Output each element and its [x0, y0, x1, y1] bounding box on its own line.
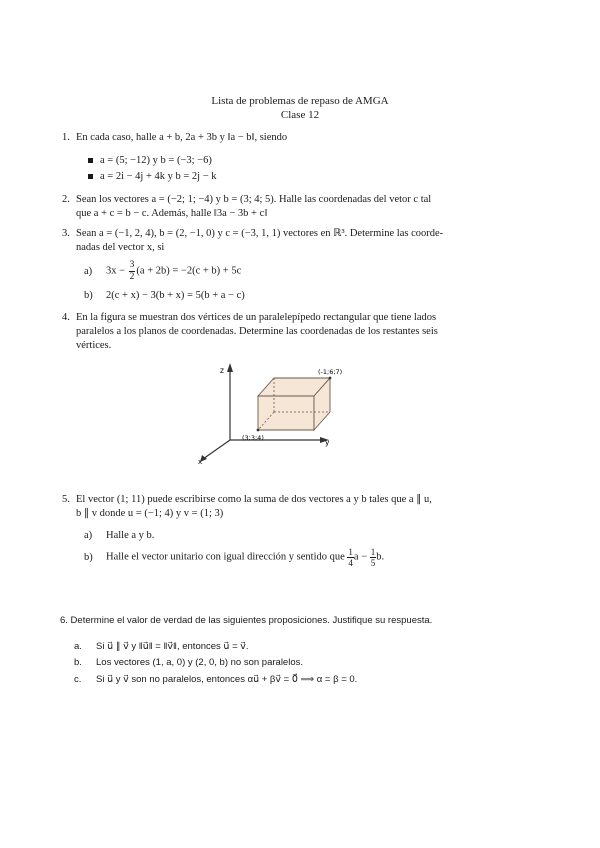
fraction: $\frac{3}{2}$: [129, 260, 135, 282]
problem-number: 5.: [62, 494, 70, 505]
problem-4-line-3: vértices.: [76, 340, 112, 351]
problem-3-line-2: nadas del vector x, si: [76, 242, 165, 253]
fraction: $\frac{1}{4}$: [348, 547, 353, 568]
problem-2: 2. Sean los vectores a = (−2; 1; −4) y b = (3; 4; 5). Halle las coordenadas del vetor c tal: [62, 194, 432, 205]
problem-3-part-b: b) 2(c + x) − 3(b + x) = 5(b + a − c): [84, 290, 245, 301]
problem-4: 4. En la figura se muestran dos vértices de un paralelepípedo rectangular que tiene lados: [62, 312, 437, 323]
vertex-label-top: (-1;6;7): [318, 368, 343, 376]
parallelepiped: [257, 377, 332, 432]
vertex-point: [257, 429, 260, 432]
problem-5: 5. El vector (1; 11) puede escribirse como la suma de dos vectores a y b tales que a ∥ u,: [62, 494, 432, 505]
y-axis-label: y: [325, 438, 330, 447]
problem-number: 3.: [62, 228, 70, 239]
problem-5-part-a: a) Halle a y b.: [84, 530, 155, 541]
parallelepiped-figure: [190, 358, 360, 468]
problem-text: En cada caso, halle a + b, 2a + 3b y ‖a − b‖, siendo: [76, 132, 288, 143]
vertex-label-bottom: (3;3;4): [242, 434, 264, 442]
problem-2-line-2: que a + c = b − c. Además, halle ‖3a − 3b + c‖: [76, 208, 268, 219]
bullet-icon: [88, 158, 93, 163]
list-item: b. Los vectores (1, a, 0) y (2, 0, b) no son paralelos.: [74, 657, 303, 668]
problem-1: [62, 131, 287, 145]
x-axis: [203, 440, 230, 459]
problem-number: 1.: [62, 132, 70, 143]
page-subtitle: Clase 12: [280, 109, 320, 121]
box-front-face: [258, 396, 314, 430]
page-title: Lista de problemas de repaso de AMGA: [211, 95, 389, 107]
problem-4-line-2: paralelos a los planos de coordenadas. Determine las coordenadas de los restantes seis: [76, 326, 438, 337]
problem-6-title: 6. Determine el valor de verdad de las siguientes proposiciones. Justifique su respuesta.: [60, 615, 433, 626]
problem-number: 2.: [62, 194, 70, 205]
problem-5-line-2: b ∥ v donde u = (−1; 4) y v = (1; 3): [76, 508, 224, 519]
z-axis-arrow-icon: [227, 363, 233, 372]
vertex-point: [329, 377, 332, 380]
list-item: a = (5; −12) y b = (−3; −6): [88, 154, 212, 168]
list-item: a. Si u⃗ ∥ v⃗ y ‖u⃗‖ = ‖v⃗‖, entonces u⃗ = v⃗.: [74, 641, 249, 652]
list-item: c. Si u⃗ y v⃗ son no paralelos, entonces αu⃗ + βv⃗ = 0⃗ ⟹ α = β = 0.: [74, 674, 358, 685]
x-axis-label: x: [198, 458, 203, 466]
bullet-icon: [88, 174, 93, 179]
problem-5-part-b: b) Halle el vector unitario con igual dirección y sentido que $\frac{1}{4}$ a − $\frac{1}{5}$ b.: [84, 547, 385, 568]
z-axis-label: z: [220, 366, 224, 375]
problem-number: 4.: [62, 312, 70, 323]
problem-3: 3. Sean a = (−1, 2, 4), b = (2, −1, 0) y c = (−3, 1, 1) vectores en ℝ³. Determine las coorde-: [62, 228, 444, 239]
fraction: $\frac{1}{5}$: [370, 547, 376, 568]
list-item: a = 2i − 4j + 4k y b = 2j − k: [88, 170, 217, 184]
problem-3-part-a: a) 3x − $\frac{3}{2}$ (a + 2b) = −2(c + b) + 5c: [84, 260, 242, 282]
